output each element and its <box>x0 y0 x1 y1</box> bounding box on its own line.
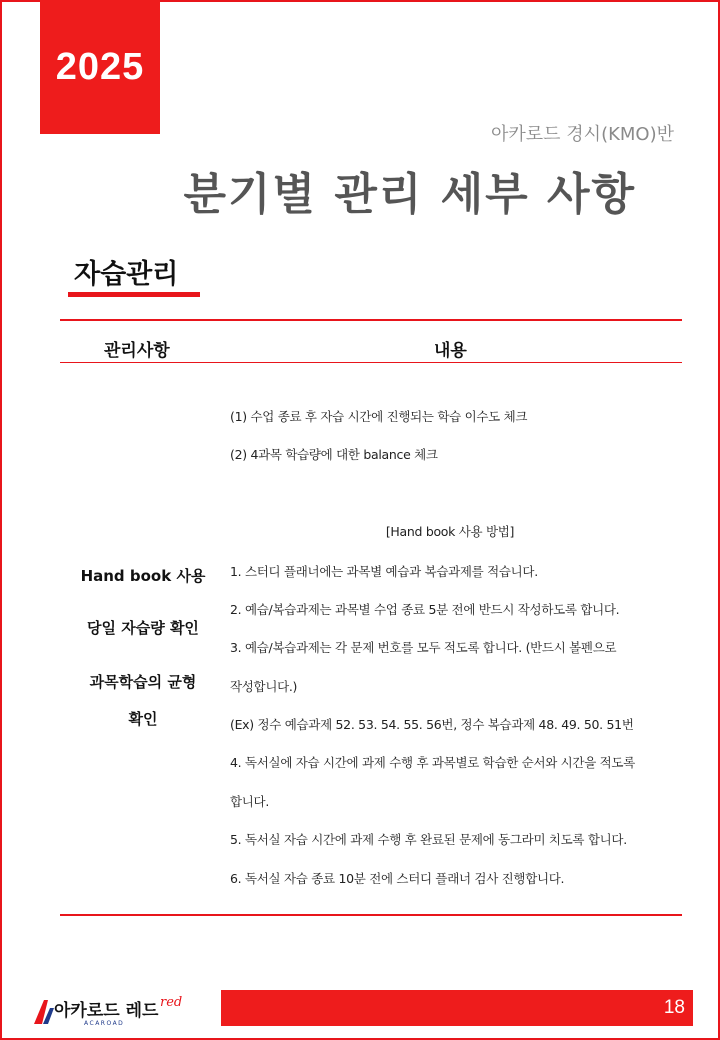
intro-line: (2) 4과목 학습량에 대한 balance 체크 <box>230 447 438 462</box>
method-line: 1. 스터디 플래너에는 과목별 예습과 복습과제를 적습니다. <box>230 564 538 579</box>
management-item: 당일 자습량 확인 <box>87 619 199 637</box>
method-line: (Ex) 정수 예습과제 52. 53. 54. 55. 56번, 정수 복습과제 48. 49. 50. 51번 <box>230 717 634 732</box>
page-number: 18 <box>663 997 685 1018</box>
year-text: 2025 <box>55 46 145 88</box>
logo-subtext: ACAROAD <box>84 1020 125 1027</box>
management-item: 과목학습의 균형 <box>89 673 197 691</box>
table-header-rule <box>60 362 682 363</box>
method-line: 합니다. <box>230 794 269 809</box>
section-underline <box>68 292 200 297</box>
management-item: Hand book 사용 <box>80 567 206 585</box>
subtitle: 아카로드 경시(KMO)반 <box>491 124 674 145</box>
table-top-rule <box>60 319 682 321</box>
method-line: 4. 독서실에 자습 시간에 과제 수행 후 과목별로 학습한 순서와 시간을 적도록 <box>230 755 635 770</box>
intro-line: (1) 수업 종료 후 자습 시간에 진행되는 학습 이수도 체크 <box>230 409 528 424</box>
method-line: 6. 독서실 자습 종료 10분 전에 스터디 플래너 검사 진행합니다. <box>230 871 565 886</box>
year-badge <box>40 0 160 134</box>
logo-text: 아카로드 레드 <box>54 1001 159 1021</box>
method-line: 3. 예습/복습과제는 각 문제 번호를 모두 적도록 합니다. (반드시 볼펜으로 <box>230 640 617 655</box>
table-bottom-rule <box>60 914 682 916</box>
method-line: 5. 독서실 자습 시간에 과제 수행 후 완료된 문제에 동그라미 치도록 합니다. <box>230 832 627 847</box>
method-heading: [Hand book 사용 방법] <box>385 524 515 539</box>
method-line: 작성합니다.) <box>230 679 298 694</box>
section-title: 자습관리 <box>74 259 179 290</box>
logo-script: red <box>160 995 183 1010</box>
page-title: 분기별 관리 세부 사항 <box>183 169 636 220</box>
management-item: 확인 <box>128 710 158 728</box>
column-header-content: 내용 <box>434 341 467 361</box>
logo-icon <box>32 994 202 1028</box>
footer-bar <box>221 990 693 1026</box>
column-header-management: 관리사항 <box>104 341 170 361</box>
method-line: 2. 예습/복습과제는 과목별 수업 종료 5분 전에 반드시 작성하도록 합니다. <box>230 602 620 617</box>
acaroad-logo <box>32 994 202 1028</box>
